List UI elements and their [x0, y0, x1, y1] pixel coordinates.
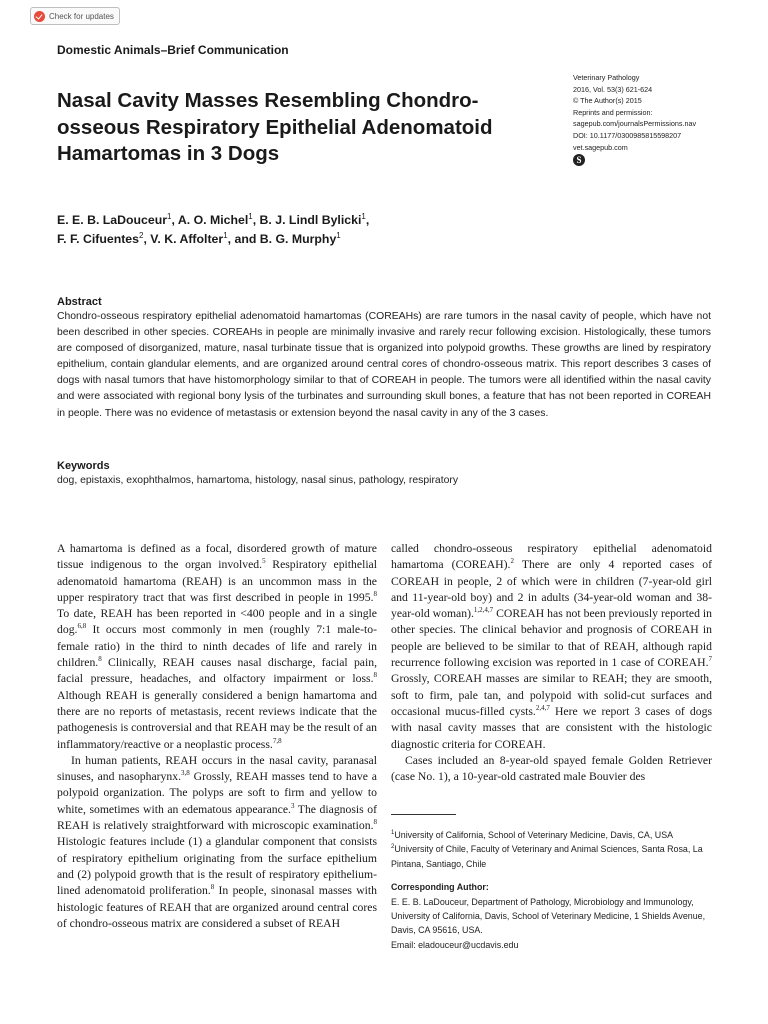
body-text: COREAH has not been previously reported in other species. The clinical behavior and prognosis of COREAH in people are believed to be similar to that of REAH, although rapid recurrence following excision was reported in 1 case of COREAH. — [391, 607, 712, 670]
author-list: E. E. B. LaDouceur$^1$, A. O. Michel$^1$, B. J. Lindl Bylicki$^1$, F. F. Cifuentes$^2$, V. K. Affolter$^1$, and B. G. Murphy$^1$ — [57, 211, 370, 246]
author-name: A. O. Michel — [177, 213, 249, 227]
body-text: It occurs most commonly in men (roughly 7:1 male-to-female ratio) in the third to ninth decades of life and rarely in children. — [57, 623, 377, 670]
affiliation-2: $^2$University of Chile, Faculty of Veterinary and Animal Sciences, Santa Rosa, La Pintana, Santiago, Chile — [391, 844, 703, 869]
citation-ref[interactable]: 7,8 — [272, 736, 282, 745]
permissions-link[interactable]: sagepub.com/journalsPermissions.nav — [573, 119, 697, 129]
corresponding-author-email[interactable]: Email: eladouceur@ucdavis.edu — [391, 939, 519, 950]
author-affiliation-mark: 1 — [223, 230, 228, 240]
body-paragraph — [57, 541, 377, 753]
author-affiliation-mark: 2 — [139, 230, 144, 240]
body-column-right — [391, 541, 712, 785]
citation-ref[interactable]: 2 — [510, 557, 514, 566]
journal-volume: 2016, Vol. 53(3) 621-624 — [573, 84, 653, 94]
author-name: E. E. B. LaDouceur — [57, 213, 168, 227]
body-column-left — [57, 541, 377, 932]
body-text: There are only 4 reported cases of COREAH in people, 2 of which were in children (7-year-old girl and 11-year-old boy) and 2 in adults (34-year-old woman and 38-year-old woman). — [391, 558, 713, 621]
body-text: called chondro-osseous respiratory epithelial adenomatoid hamartoma (COREAH). — [391, 542, 712, 572]
journal-name: Veterinary Pathology — [573, 73, 640, 82]
keywords-text: dog, epistaxis, exophthalmos, hamartoma, histology, nasal sinus, pathology, respiratory — [57, 475, 459, 486]
citation-ref[interactable]: 8 — [210, 883, 215, 892]
body-text: Respiratory epithelial adenomatoid hamartoma (REAH) is an uncommon mass in the upper respiratory tract that was first described in people in 1995. — [57, 558, 377, 604]
citation-ref[interactable]: 8 — [98, 655, 102, 664]
citation-ref[interactable]: 3,8 — [181, 769, 190, 778]
footnotes — [391, 828, 712, 952]
affiliation-1: $^1$University of California, School of Veterinary Medicine, Davis, CA, USA — [391, 830, 674, 840]
citation-ref[interactable]: 8 — [373, 818, 377, 827]
copyright-line: © The Author(s) 2015 — [573, 96, 642, 106]
journal-meta — [573, 72, 743, 166]
author-affiliation-mark: 1 — [361, 211, 366, 221]
author-name: B. J. Lindl Bylicki — [259, 213, 362, 227]
body-text: A hamartoma is defined as a focal, disordered growth of mature tissue indigenous to the organ involved. — [57, 542, 377, 572]
body-text: Grossly, COREAH masses are similar to REAH; they are smooth, soft to firm, pale tan, and polypoid with solid-cut surfaces and occasional mucus-filled cysts. — [391, 672, 712, 718]
corresponding-author-address: E. E. B. LaDouceur, Department of Pathology, Microbiology and Immunology, University of California, Davis, School of Veterinary Medicine, 1 Shields Avenue, Davis, CA 95616, USA. — [391, 896, 706, 936]
body-paragraph — [391, 753, 712, 786]
body-text: In human patients, REAH occurs in the nasal cavity, paranasal sinuses, and nasopharynx. — [57, 753, 377, 784]
keywords-heading: Keywords — [57, 460, 110, 472]
body-paragraph — [57, 753, 377, 932]
body-text: Clinically, REAH causes nasal discharge, facial pain, facial pressure, headaches, and olfactory impairment or loss. — [57, 656, 377, 686]
author-name: V. K. Affolter — [150, 232, 224, 246]
check-updates-icon — [34, 11, 45, 22]
citation-ref[interactable]: 1,2,4,7 — [473, 606, 494, 615]
section-label: Domestic Animals–Brief Communication — [57, 43, 289, 57]
reprints-label: Reprints and permission: — [573, 107, 653, 117]
body-text: In people, sinonasal masses with histologic features of REAH that are organized around central cores of chondro-osseous matrix are considered a subset of REAH — [57, 884, 378, 930]
citation-ref[interactable]: 8 — [373, 671, 377, 680]
journal-website-link[interactable]: vet.sagepub.com — [573, 142, 628, 152]
footnote-divider — [391, 814, 456, 815]
citation-ref[interactable]: 7 — [708, 655, 712, 664]
abstract-text: Chondro-osseous respiratory epithelial adenomatoid hamartomas (COREAHs) are rare tumors in the nasal cavity of people, which have not been described in other species. COREAHs in people are minimally invasive and rarely recur following excision. Histologically, these tumors are composed of disorganized, mature, nasal turbinate tissue that is organized into polypoid growths. These growths are lined by respiratory epithelium, contain glandular elements, and are organized around central cores of chondro-osseous matrix. This report describes 3 cases of dogs with nasal tumors that have histomorphology similar to that of COREAH in people. The tumors were all identified within the nasal cavity and were associated with regional bony lysis of the turbinates and surrounding skull bones, a feature that has not been reported in COREAH in people. There was no evidence of metastasis or extension beyond the nasal cavity in any of the 3 cases. — [57, 311, 711, 419]
author-affiliation-mark: 1 — [167, 211, 172, 221]
body-text: Cases included an 8-year-old spayed female Golden Retriever (case No. 1), a 10-year-old castrated male Bouvier des — [391, 753, 712, 784]
citation-ref[interactable]: 3 — [290, 801, 295, 810]
body-paragraph — [391, 541, 712, 753]
abstract-heading: Abstract — [57, 296, 102, 308]
citation-ref[interactable]: 6,8 — [77, 622, 87, 631]
body-text: Grossly, REAH masses tend to have a polypoid organization. The polyps are soft to firm and yellow to white, sometimes with an edematous appearance. — [57, 770, 377, 816]
body-text: Here we report 3 cases of dogs with nasal cavity masses that are consistent with the histologic diagnostic criteria for COREAH. — [391, 704, 712, 751]
body-text: The diagnosis of REAH is relatively straightforward with microscopic examination. — [57, 802, 377, 833]
article-title: Nasal Cavity Masses Resembling Chondro-osseous Respiratory Epithelial Adenomatoid Hamartomas in 3 Dogs — [57, 89, 493, 165]
doi-link[interactable]: DOI: 10.1177/0300985815598207 — [573, 130, 682, 140]
author-affiliation-mark: 1 — [336, 230, 341, 240]
author-name: B. G. Murphy — [259, 232, 337, 246]
author-name: F. F. Cifuentes — [57, 232, 139, 246]
author-affiliation-mark: 1 — [248, 211, 253, 221]
citation-ref[interactable]: 2,4,7 — [535, 704, 550, 713]
check-for-updates-label: Check for updates — [49, 11, 114, 21]
check-for-updates-badge[interactable] — [30, 7, 120, 25]
citation-ref[interactable]: 8 — [373, 590, 377, 598]
sage-logo-icon: S — [573, 154, 585, 166]
body-text: Histologic features include (1) a glandular component that consists of respiratory epithelium originating from the surface epithelium and (2) polypoid growth that is the result of respiratory epithelium-lined adenomatoid proliferation. — [57, 835, 377, 898]
body-text: To date, REAH has been reported in <400 people and in a single dog. — [57, 607, 377, 637]
citation-ref[interactable]: 5 — [262, 557, 266, 566]
body-text: Although REAH is generally considered a benign hamartoma and there are no reports of metastasis, recent reviews indicate that the pathogenesis is controversial and that REAH may be the result of an inflammatory/reactive or a neoplastic process. — [57, 688, 377, 751]
corresponding-author-heading: Corresponding Author: — [391, 882, 489, 893]
